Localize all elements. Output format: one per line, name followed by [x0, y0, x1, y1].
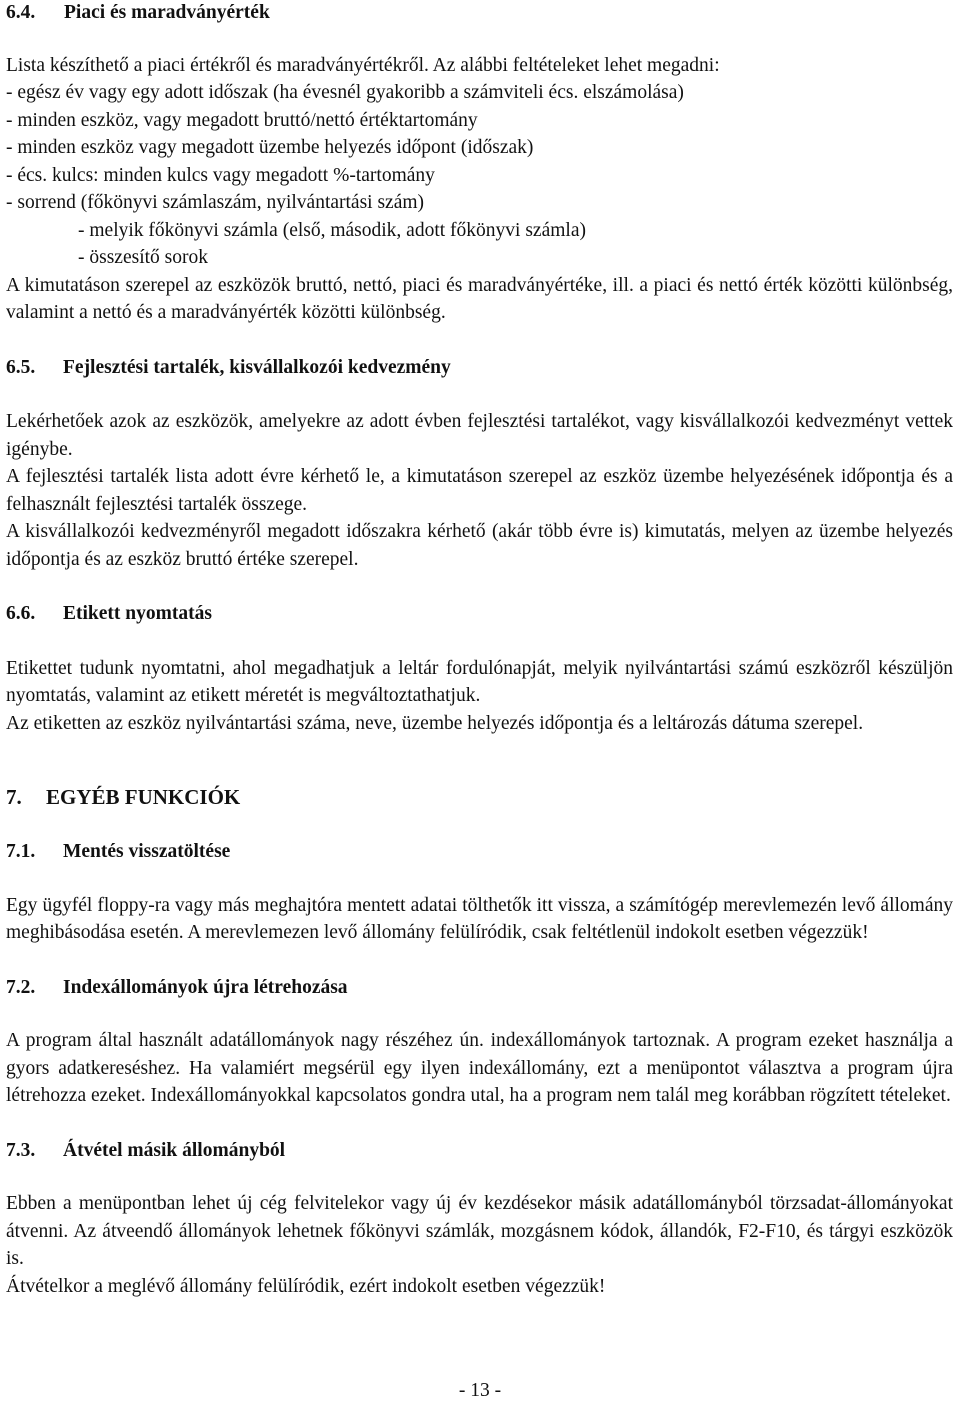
paragraph: A program által használt adatállományok nagy részéhez ún. indexállományok tartoznak. A program ezeket használja a gyors adatkereséshez. Ha valamiért megsérül egy ilyen indexállomány, ezt a menüpontot választva a program újra létrehozza ezeket. Indexállományokkal kapcsolatos gondra utal, ha a program nem talál meg korábban rögzített tételeket.	[6, 1030, 953, 1106]
section-6-4-body	[6, 52, 953, 327]
section-title: Piaci és maradványérték	[64, 2, 270, 23]
paragraph: Lista készíthető a piaci értékről és maradványértékről. Az alábbi feltételeket lehet megadni:	[6, 54, 720, 76]
section-number: 7.1.	[6, 841, 36, 862]
sub-list-item: - összesítő sorok	[78, 247, 208, 268]
section-7-2-body	[6, 1027, 953, 1110]
section-7-3-heading	[6, 1137, 953, 1165]
section-number: 7.3.	[6, 1139, 36, 1161]
section-6-6-heading	[6, 600, 953, 628]
chapter-number: 7.	[6, 785, 22, 809]
section-7-1-heading	[6, 838, 953, 866]
section-6-4-heading	[6, 0, 953, 27]
page-number: - 13 -	[458, 1380, 502, 1401]
section-6-5-heading	[6, 354, 953, 382]
paragraph: A kimutatáson szerepel az eszközök bruttó, nettó, piaci és maradványértéke, ill. a piaci és nettó érték közötti különbség, valamint a nettó és a maradványérték közötti különbség.	[6, 274, 953, 323]
section-6-6-body	[6, 655, 953, 738]
sub-list-item: - melyik főkönyvi számla (első, második, adott főkönyvi számla)	[78, 219, 586, 241]
list-item: - minden eszköz vagy megadott üzembe helyezés időpont (időszak)	[6, 137, 534, 158]
section-7-3-body	[6, 1190, 953, 1300]
section-7-1-body	[6, 892, 953, 947]
list-item: - minden eszköz, vagy megadott bruttó/nettó értéktartomány	[6, 109, 478, 131]
paragraph: A kisvállalkozói kedvezményről megadott időszakra kérhető (akár több évre is) kimutatás, melyen az üzembe helyezés időpontja és az eszköz bruttó értéke szerepel.	[6, 521, 953, 570]
paragraph: Lekérhetőek azok az eszközök, amelyekre az adott évben fejlesztési tartalékot, vagy kisvállalkozói kedvezményt vettek igénybe.	[6, 411, 953, 460]
paragraph: Etikettet tudunk nyomtatni, ahol megadhatjuk a leltár fordulónapját, melyik nyilvántartási számú eszközről készüljön nyomtatás, valamint az etikett méretét is megváltoztathatjuk.	[6, 657, 953, 706]
list-item: - sorrend (főkönyvi számlaszám, nyilvántartási szám)	[6, 192, 425, 213]
section-title: Fejlesztési tartalék, kisvállalkozói kedvezmény	[63, 356, 451, 378]
chapter-7-heading	[6, 783, 953, 811]
section-title: Etikett nyomtatás	[63, 603, 212, 624]
section-6-5-body	[6, 408, 953, 573]
section-number: 6.4.	[6, 2, 36, 23]
section-number: 7.2.	[6, 976, 36, 998]
section-number: 6.6.	[6, 603, 36, 624]
section-number: 6.5.	[6, 356, 36, 378]
list-item: - egész év vagy egy adott időszak (ha évesnél gyakoribb a számviteli écs. elszámolása)	[6, 82, 684, 103]
paragraph: Átvételkor a meglévő állomány felülíródik, ezért indokolt esetben végezzük!	[6, 1275, 606, 1297]
list-item: - écs. kulcs: minden kulcs vagy megadott %-tartomány	[6, 164, 435, 186]
paragraph: Ebben a menüpontban lehet új cég felvitelekor vagy új év kezdésekor másik adatállományból törzsadat-állományokat átvenni. Az átveendő állományok lehetnek főkönyvi számlák, mozgásnem kódok, állandók, F2-F10, és tárgyi eszközök is.	[6, 1193, 953, 1269]
section-title: Átvétel másik állományból	[63, 1139, 286, 1161]
section-title: Indexállományok újra létrehozása	[63, 976, 348, 998]
paragraph: A fejlesztési tartalék lista adott évre kérhető le, a kimutatáson szerepel az eszköz üzembe helyezésének időpontja és a felhasznált fejlesztési tartalék összege.	[6, 466, 953, 515]
paragraph: Az etiketten az eszköz nyilvántartási száma, neve, üzembe helyezés időpontja és a leltározás dátuma szerepel.	[6, 712, 864, 734]
chapter-title: EGYÉB FUNKCIÓK	[46, 785, 241, 809]
section-7-2-heading	[6, 974, 953, 1002]
paragraph: Egy ügyfél floppy-ra vagy más meghajtóra mentett adatai tölthetők itt vissza, a számítógép merevlemezén levő állomány meghibásodása esetén. A merevlemezen levő állomány felülíródik, csak feltétlenül indokolt esetben végezzük!	[6, 894, 953, 943]
section-title: Mentés visszatöltése	[63, 841, 231, 862]
